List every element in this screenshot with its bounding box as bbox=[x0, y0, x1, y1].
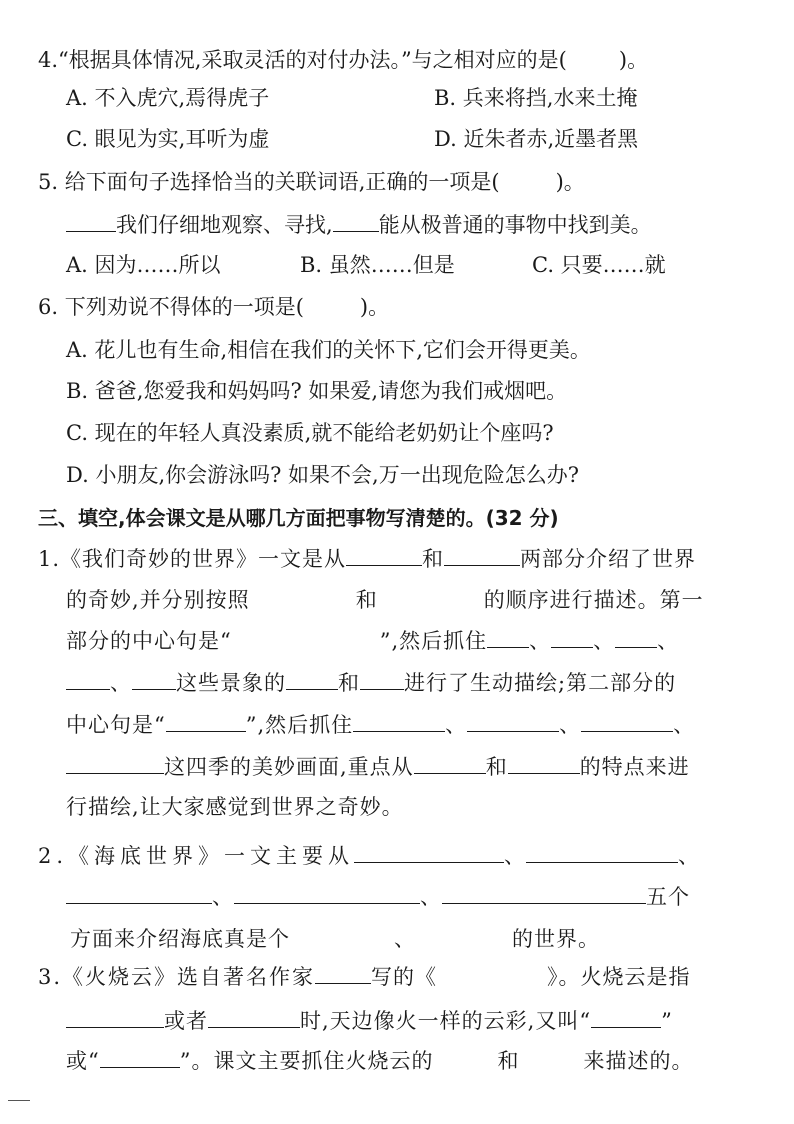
f2-blank-3[interactable] bbox=[66, 883, 212, 904]
q4-option-d: D. 近朱者赤,近墨者黑 bbox=[434, 127, 639, 151]
f1-blank-6[interactable] bbox=[487, 627, 529, 648]
f1-text-17: 的特点来进 bbox=[579, 755, 690, 779]
f2-text-6: 的世界。 bbox=[512, 927, 600, 951]
f1-text-15: 这四季的美妙画面,重点从 bbox=[164, 755, 414, 779]
f1-text-7: 部分的中心句是“ bbox=[66, 629, 232, 653]
f1-blank-17[interactable] bbox=[66, 753, 164, 774]
f1-text-8: ”,然后抓住 bbox=[379, 629, 488, 653]
q4-stem-end: )。 bbox=[618, 48, 649, 72]
f3-blank-5[interactable] bbox=[591, 1007, 661, 1028]
f1-text-10: 这些景象的 bbox=[176, 671, 286, 695]
f1-blank-11[interactable] bbox=[286, 669, 338, 690]
f2-text-1: 2.《海底世界》一文主要从 bbox=[38, 844, 355, 868]
f3-line-2 bbox=[66, 1006, 673, 1036]
f1-text-6: 的顺序进行描述。第一 bbox=[483, 588, 704, 612]
f3-text-9: 和 bbox=[497, 1049, 520, 1073]
q5-stem-line bbox=[38, 167, 585, 197]
q5-sentence-a: 我们仔细地观察、寻找, bbox=[116, 213, 333, 237]
q5-blank-1[interactable] bbox=[66, 211, 116, 232]
f1-blank-9[interactable] bbox=[66, 669, 110, 690]
f2-text-5: 、 bbox=[394, 927, 416, 951]
q6-stem-line bbox=[38, 292, 389, 322]
f1-sep-7: 、 bbox=[673, 713, 696, 737]
q6-stem: 6. 下列劝说不得体的一项是( bbox=[38, 295, 304, 319]
f1-line-4 bbox=[66, 668, 676, 698]
f1-text-3: 两部分介绍了世界 bbox=[520, 547, 697, 571]
f2-line-3 bbox=[70, 924, 600, 954]
section3-title: 三、填空,体会课文是从哪几方面把事物写清楚的。(32 分) bbox=[38, 506, 559, 530]
f3-blank-6[interactable] bbox=[100, 1047, 180, 1068]
q5-option-c: C. 只要……就 bbox=[532, 253, 666, 277]
f1-sep-5: 、 bbox=[445, 713, 468, 737]
f1-sep-2: 、 bbox=[593, 629, 616, 653]
f1-text-11: 和 bbox=[338, 671, 360, 695]
f1-line-1 bbox=[38, 544, 696, 574]
f1-blank-2[interactable] bbox=[444, 545, 520, 566]
f1-sep-3: 、 bbox=[657, 629, 680, 653]
f1-text-13: 中心句是“ bbox=[66, 713, 166, 737]
f1-sep-1: 、 bbox=[529, 629, 552, 653]
f1-blank-1[interactable] bbox=[346, 545, 422, 566]
f1-sep-4: 、 bbox=[110, 671, 132, 695]
f1-sep-6: 、 bbox=[559, 713, 582, 737]
f1-text-16: 和 bbox=[485, 755, 508, 779]
f1-line-6 bbox=[66, 752, 690, 782]
f2-line-1 bbox=[38, 841, 700, 871]
q5-sentence bbox=[66, 210, 652, 240]
f1-text-12: 进行了生动描绘;第二部分的 bbox=[404, 671, 677, 695]
f1-blank-15[interactable] bbox=[467, 711, 559, 732]
f2-line-2 bbox=[66, 882, 690, 912]
f2-text-3: 五个 bbox=[646, 885, 690, 909]
f1-blank-14[interactable] bbox=[353, 711, 445, 732]
q5-option-b: B. 虽然……但是 bbox=[300, 253, 455, 277]
f1-text-14: ”,然后抓住 bbox=[245, 713, 354, 737]
f3-line-3 bbox=[66, 1046, 694, 1076]
f3-text-3: 》。火烧云是指 bbox=[547, 965, 691, 989]
f1-blank-16[interactable] bbox=[581, 711, 673, 732]
f3-line-1 bbox=[38, 962, 691, 992]
q5-sentence-b: 能从极普通的事物中找到美。 bbox=[378, 213, 652, 237]
q4-option-a: A. 不入虎穴,焉得虎子 bbox=[66, 86, 270, 110]
f1-line-2 bbox=[66, 585, 704, 615]
f1-blank-8[interactable] bbox=[615, 627, 657, 648]
f3-text-6: ” bbox=[661, 1009, 673, 1033]
q6-stem-end: )。 bbox=[359, 295, 390, 319]
page-edge-mark bbox=[8, 1100, 30, 1101]
f2-blank-4[interactable] bbox=[234, 883, 420, 904]
f1-text-5: 和 bbox=[355, 588, 378, 612]
f2-blank-5[interactable] bbox=[442, 883, 646, 904]
q6-option-b: B. 爸爸,您爱我和妈妈吗? 如果爱,请您为我们戒烟吧。 bbox=[66, 379, 568, 403]
f1-blank-7[interactable] bbox=[551, 627, 593, 648]
f3-text-5: 时,天边像火一样的云彩,又叫“ bbox=[300, 1009, 592, 1033]
f3-text-4: 或者 bbox=[164, 1009, 208, 1033]
f3-blank-1[interactable] bbox=[315, 963, 371, 984]
q5-stem-end: )。 bbox=[555, 170, 585, 194]
f1-line-7: 行描绘,让大家感觉到世界之奇妙。 bbox=[66, 795, 404, 819]
q6-option-d: D. 小朋友,你会游泳吗? 如果不会,万一出现危险怎么办? bbox=[66, 463, 579, 487]
f1-line-3 bbox=[66, 626, 679, 656]
q4-option-c: C. 眼见为实,耳听为虚 bbox=[66, 127, 270, 151]
f1-text-4: 的奇妙,并分别按照 bbox=[66, 588, 250, 612]
f2-blank-2[interactable] bbox=[526, 842, 678, 863]
q6-option-a: A. 花儿也有生命,相信在我们的关怀下,它们会开得更美。 bbox=[66, 338, 591, 362]
f3-text-10: 来描述的。 bbox=[583, 1049, 694, 1073]
f3-text-8: ”。课文主要抓住火烧云的 bbox=[179, 1049, 434, 1073]
q4-stem-line bbox=[38, 45, 648, 75]
f2-sep-3: 、 bbox=[212, 885, 234, 909]
q5-option-a: A. 因为……所以 bbox=[66, 253, 221, 277]
f1-blank-19[interactable] bbox=[508, 753, 580, 774]
q4-option-b: B. 兵来将挡,水来土掩 bbox=[434, 86, 638, 110]
f1-line-5 bbox=[66, 710, 695, 740]
q4-stem: 4.“根据具体情况,采取灵活的对付办法。”与之相对应的是( bbox=[38, 48, 567, 72]
q5-stem: 5. 给下面句子选择恰当的关联词语,正确的一项是( bbox=[38, 170, 500, 194]
f3-text-2: 写的《 bbox=[371, 965, 438, 989]
f2-sep-2: 、 bbox=[678, 844, 701, 868]
q6-option-c: C. 现在的年轻人真没素质,就不能给老奶奶让个座吗? bbox=[66, 421, 554, 445]
f1-blank-18[interactable] bbox=[414, 753, 486, 774]
f1-text-1: 1.《我们奇妙的世界》一文是从 bbox=[38, 547, 347, 571]
f1-blank-10[interactable] bbox=[132, 669, 176, 690]
f2-sep-4: 、 bbox=[420, 885, 442, 909]
f2-blank-1[interactable] bbox=[354, 842, 504, 863]
f3-blank-3[interactable] bbox=[66, 1007, 164, 1028]
f3-text-7: 或“ bbox=[66, 1049, 100, 1073]
q5-blank-2[interactable] bbox=[333, 211, 379, 232]
f3-blank-4[interactable] bbox=[208, 1007, 300, 1028]
f2-sep-1: 、 bbox=[504, 844, 527, 868]
f1-text-2: 和 bbox=[422, 547, 445, 571]
f3-text-1: 3.《火烧云》选自著名作家 bbox=[38, 965, 316, 989]
f1-blank-13[interactable] bbox=[166, 711, 246, 732]
f1-blank-12[interactable] bbox=[360, 669, 404, 690]
f2-text-4: 方面来介绍海底真是个 bbox=[70, 927, 290, 951]
